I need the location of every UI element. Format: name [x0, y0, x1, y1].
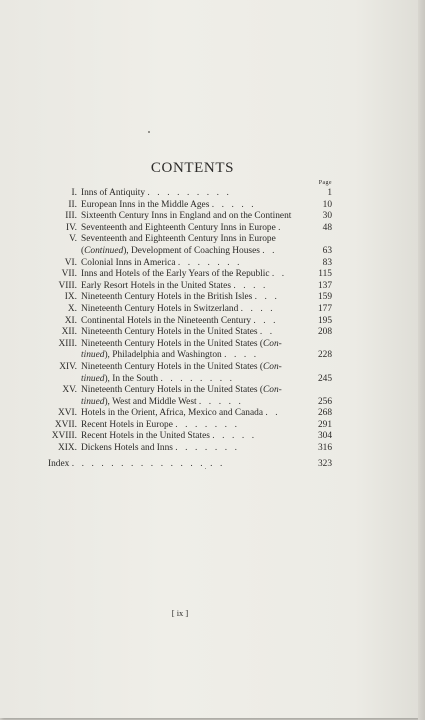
chapter-title: [81, 234, 309, 257]
dot-leader: . .: [271, 269, 287, 280]
chapter-title-line: Nineteenth Century Hotels in the United States (Con-: [81, 338, 282, 349]
dot-leader: . . . . .: [211, 199, 257, 210]
chapter-number: II.: [68, 199, 77, 210]
page-number: 208: [317, 327, 332, 338]
chapter-number: XV.: [62, 385, 77, 396]
chapter-title: [81, 408, 309, 420]
page-number: 228: [317, 350, 332, 361]
page-folio: [ ix ]: [171, 608, 189, 618]
chapter-number: I.: [71, 188, 77, 198]
toc-entry: [0, 316, 425, 328]
index-title: [48, 459, 310, 471]
page-column-header: Page: [318, 180, 332, 186]
chapter-number: XII.: [61, 327, 77, 338]
chapter-number: XIV.: [59, 361, 77, 372]
toc-entry: [0, 327, 425, 339]
chapter-title-line: Nineteenth Century Hotels in the United States (Con-: [81, 385, 282, 396]
chapter-title-line: Recent Hotels in Europe: [81, 419, 173, 430]
chapter-title-line: Early Resort Hotels in the United States: [81, 280, 231, 291]
chapter-title-line: Continental Hotels in the Nineteenth Century: [81, 315, 252, 326]
chapter-title-line: Seventeenth and Eighteenth Century Inns in Europe: [81, 222, 276, 233]
chapter-title: [81, 258, 309, 270]
toc-entry: [0, 431, 425, 443]
chapter-title-line: Nineteenth Century Hotels in Switzerland: [81, 303, 239, 314]
dot-leader: . .: [265, 408, 281, 419]
chapter-title: [81, 200, 309, 212]
chapter-title-continuation: tinued), Philadelphia and Washington: [81, 350, 222, 361]
toc-entry-index: [0, 459, 425, 471]
chapter-number: XI.: [64, 315, 77, 326]
chapter-title-line: Dickens Hotels and Inns: [81, 443, 173, 454]
dot-leader: . . .: [253, 315, 279, 326]
page-number: 195: [317, 315, 332, 326]
dot-leader: . . . . . . . . . . . . . . . .: [71, 458, 225, 469]
dot-leader: . . . . . . .: [175, 443, 240, 454]
chapter-title: [81, 327, 309, 339]
toc-entry: [0, 443, 425, 455]
toc-entry: [0, 223, 425, 235]
page-number: 245: [317, 373, 332, 384]
page-number: 291: [317, 419, 332, 430]
chapter-title-line: Inns and Hotels of the Early Years of the Republic: [81, 269, 270, 280]
chapter-number: VI.: [64, 257, 77, 268]
page-title: CONTENTS: [150, 160, 235, 176]
dot-leader: . . . . . . .: [175, 419, 240, 430]
toc-entry: [0, 281, 425, 293]
page-number: 256: [317, 396, 332, 407]
dot-leader: . . . .: [224, 350, 259, 361]
chapter-number: XVII.: [54, 419, 77, 430]
page-number: 83: [322, 257, 332, 268]
chapter-title: [81, 292, 309, 304]
chapter-title: [81, 431, 309, 443]
chapter-title: [81, 362, 309, 385]
dot-leader: . .: [262, 245, 278, 256]
chapter-title-line: Sixteenth Century Inns in England and on the Continent: [81, 211, 292, 222]
index-label: Index: [48, 458, 70, 469]
page-number: 63: [322, 245, 332, 256]
chapter-number: XVI.: [57, 408, 77, 419]
page-number: 316: [317, 443, 332, 454]
chapter-title-line: Recent Hotels in the United States: [81, 431, 210, 442]
chapter-title-line: Nineteenth Century Hotels in the British Isles: [81, 292, 253, 303]
toc-entry: [0, 385, 425, 408]
dot-leader: . . . . .: [212, 431, 257, 442]
chapter-title: [81, 420, 309, 432]
chapter-number: XIII.: [58, 338, 77, 349]
chapter-number: III.: [65, 211, 77, 222]
chapter-title-continuation: (Continued), Development of Coaching Houses: [81, 245, 260, 256]
chapter-title-line: European Inns in the Middle Ages: [81, 199, 210, 210]
toc-entry: [0, 269, 425, 281]
dot-leader: . . . .: [240, 303, 276, 314]
toc-entry: [0, 420, 425, 432]
toc-entry: [0, 339, 425, 362]
toc-entry: [0, 188, 425, 200]
dot-leader: . . . .: [233, 280, 268, 291]
dot-leader: . .: [259, 327, 275, 338]
chapter-title-continuation: tinued), West and Middle West: [81, 396, 197, 407]
chapter-title: [81, 339, 309, 362]
chapter-title: [81, 223, 309, 235]
toc-entry: [0, 200, 425, 212]
chapter-title: [81, 443, 309, 455]
toc-entry: [0, 304, 425, 316]
page-number: 30: [322, 211, 332, 222]
chapter-title: [81, 281, 309, 293]
dot-leader: . . . . . . .: [177, 257, 243, 268]
chapter-number: XIX.: [57, 443, 77, 454]
page-number: 323: [317, 458, 332, 469]
page-number: 137: [317, 280, 332, 291]
page-number: 159: [317, 292, 332, 303]
chapter-number: XVIII.: [51, 431, 77, 442]
toc-entry: [0, 408, 425, 420]
dot-leader: . . . . . . . .: [160, 373, 235, 384]
chapter-title-line: Nineteenth Century Hotels in the United States: [81, 327, 258, 338]
chapter-title-line: Inns of Antiquity: [81, 188, 146, 198]
page-number: 48: [322, 222, 332, 233]
chapter-title-line: Colonial Inns in America: [81, 257, 176, 268]
toc-entry: [0, 362, 425, 385]
chapter-title-line: Seventeenth and Eighteenth Century Inns in Europe: [81, 234, 276, 245]
chapter-number: VII.: [61, 269, 77, 280]
chapter-title: [81, 269, 309, 281]
toc-entry: [0, 211, 425, 223]
page-number: 304: [317, 431, 332, 442]
chapter-number: VIII.: [58, 280, 77, 291]
toc-entry: [0, 234, 425, 257]
page-number: 268: [317, 408, 332, 419]
toc-entry: [0, 292, 425, 304]
chapter-title: [81, 188, 309, 200]
page-edge: [418, 0, 425, 720]
chapter-title: [81, 211, 309, 223]
table-of-contents: [0, 188, 425, 470]
toc-entry: [0, 258, 425, 270]
page-number: 10: [322, 199, 332, 210]
page-number: 115: [318, 269, 332, 280]
paper-speck: [148, 131, 150, 133]
chapter-number: IV.: [65, 222, 77, 233]
dot-leader: . . . . .: [198, 396, 244, 407]
dot-leader: . . .: [254, 292, 280, 303]
dot-leader: . . . . . . . . .: [147, 188, 232, 198]
chapter-title-line: Nineteenth Century Hotels in the United States (Con-: [81, 361, 282, 372]
chapter-number: V.: [69, 234, 77, 245]
page-number: 177: [317, 303, 332, 314]
page-number: 1: [327, 188, 332, 198]
chapter-number: X.: [67, 303, 77, 314]
chapter-title-line: Hotels in the Orient, Africa, Mexico and Canada: [81, 408, 263, 419]
chapter-title-continuation: tinued), In the South: [81, 373, 159, 384]
chapter-number: IX.: [64, 292, 77, 303]
dot-leader: .: [278, 222, 284, 233]
chapter-title: [81, 385, 309, 408]
chapter-title: [81, 304, 309, 316]
chapter-title: [81, 316, 309, 328]
